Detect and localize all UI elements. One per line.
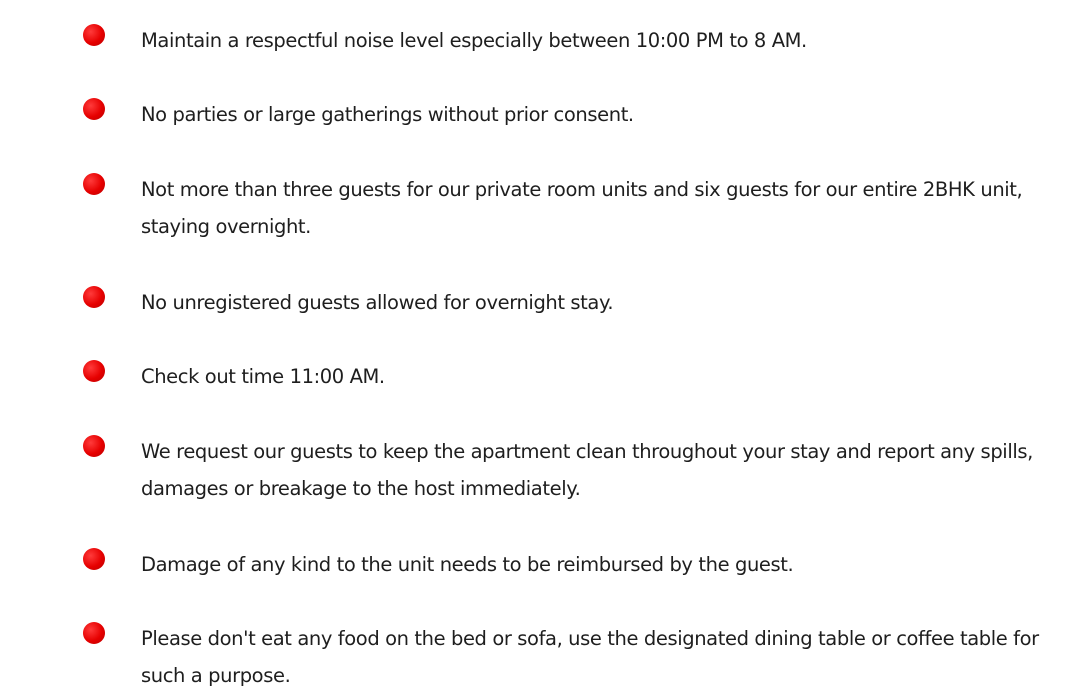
rule-text: Damage of any kind to the unit needs to be reimbursed by the guest. [141, 553, 794, 576]
red-dot-bullet-icon [83, 24, 105, 46]
red-dot-bullet-icon [83, 435, 105, 457]
rule-text: No parties or large gatherings without prior consent. [141, 103, 634, 126]
red-dot-bullet-icon [83, 286, 105, 308]
rule-text: No unregistered guests allowed for overnight stay. [141, 291, 614, 314]
rule-text: Check out time 11:00 AM. [141, 365, 385, 388]
rule-text: Please don't eat any food on the bed or sofa, use the designated dining table or coffee table for such a purpose. [141, 627, 1039, 687]
red-dot-bullet-icon [83, 173, 105, 195]
rule-text: We request our guests to keep the apartment clean throughout your stay and report any spills, damages or breakage to the host immediately. [141, 440, 1033, 500]
red-dot-bullet-icon [83, 622, 105, 644]
red-dot-bullet-icon [83, 98, 105, 120]
rule-text: Maintain a respectful noise level especially between 10:00 PM to 8 AM. [141, 29, 807, 52]
red-dot-bullet-icon [83, 360, 105, 382]
red-dot-bullet-icon [83, 548, 105, 570]
rule-text: Not more than three guests for our private room units and six guests for our entire 2BHK unit, staying overnight. [141, 178, 1023, 238]
